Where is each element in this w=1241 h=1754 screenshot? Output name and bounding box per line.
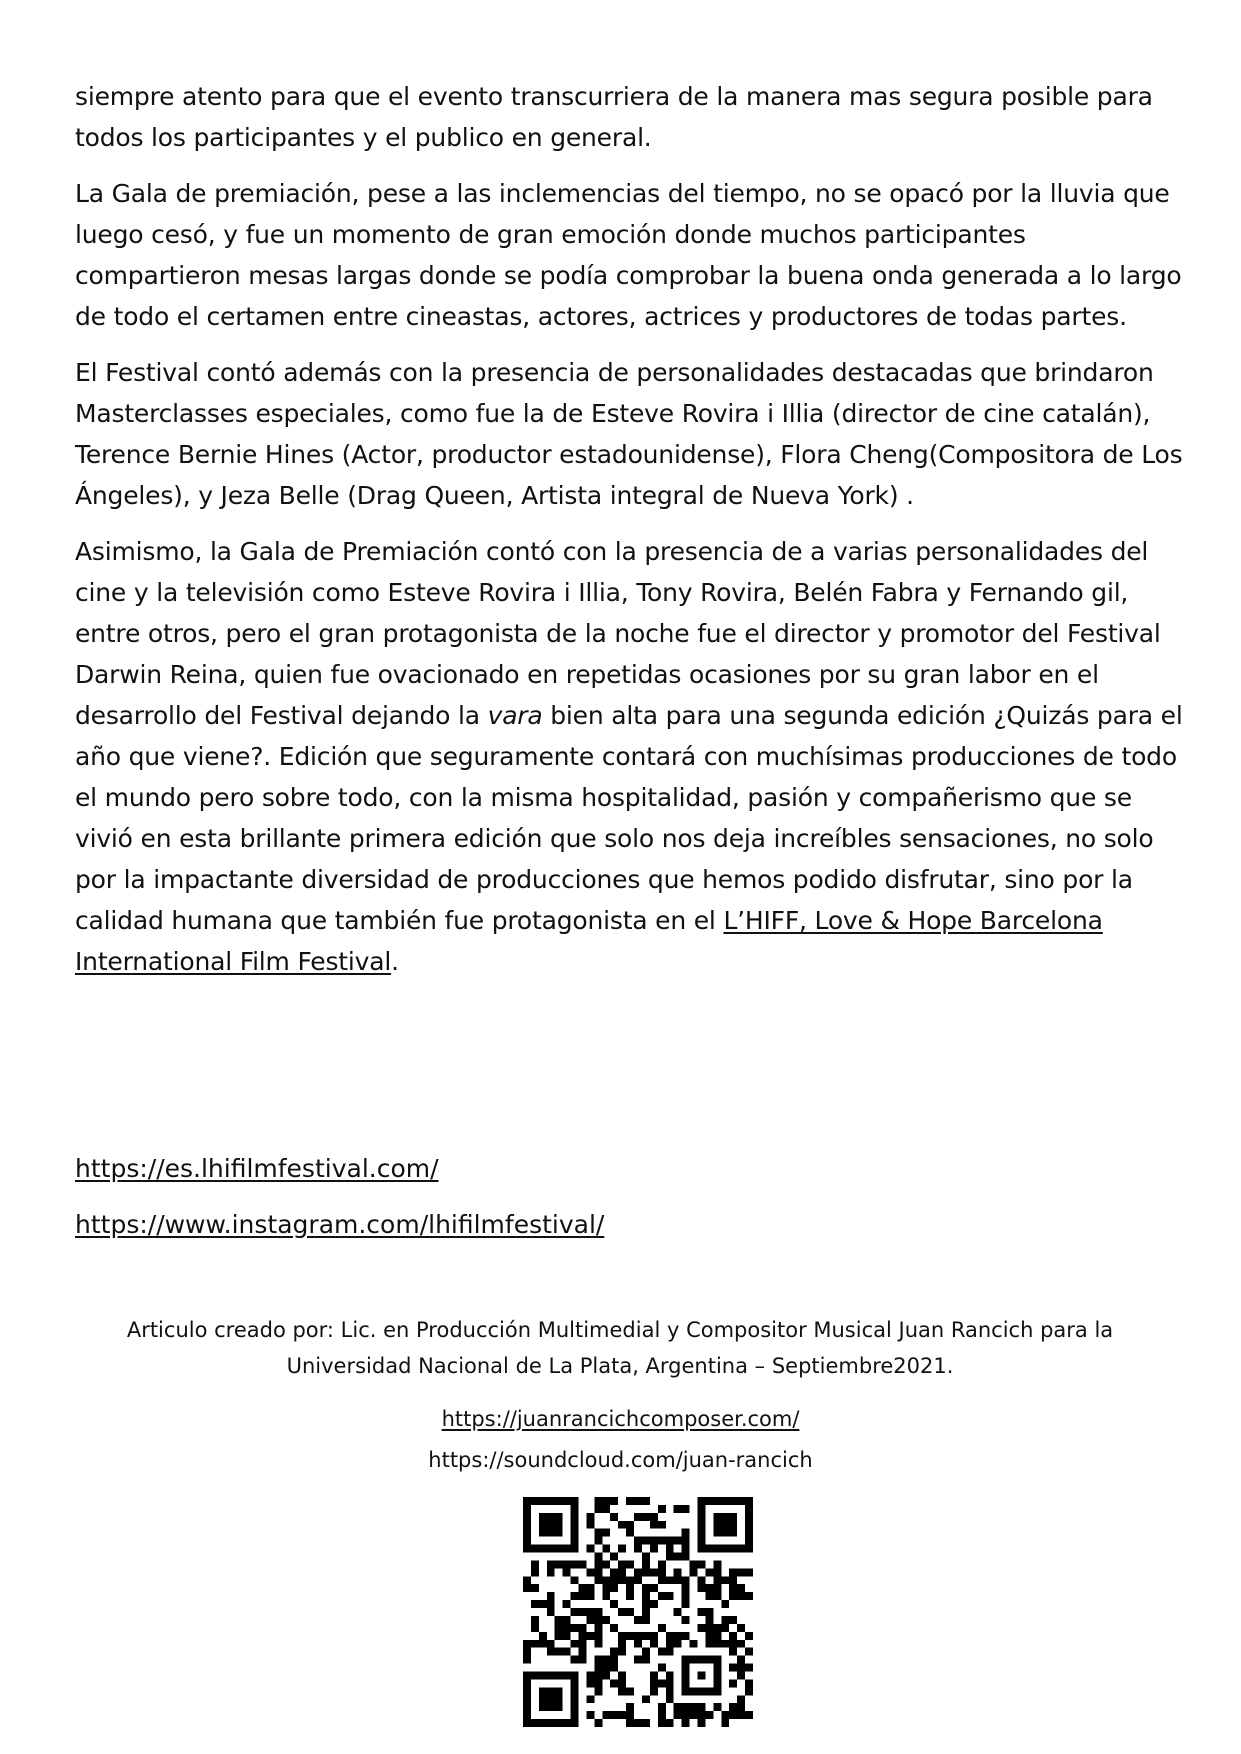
paragraph-4-part-1: Asimismo, la Gala de Premiación contó con la presencia de a varias personalidades del cine y la televisión como Esteve Rovira i Illia, Tony Rovira, Belén Fabra y Fernando gil, entre otros, pero el gran protagonista de la noche fue el director y promotor del Festival Darwin Reina, quien fue ovacionado en repetidas ocasiones por su gran labor en el desarrollo del Festival dejando la — [75, 537, 1161, 730]
paragraph-2: La Gala de premiación, pese a las inclemencias del tiempo, no se opacó por la lluvia que luego cesó, y fue un momento de gran emoción donde muchos participantes compartieron mesas largas donde se podía comprobar la buena onda generada a lo largo de todo el certamen entre cineastas, actores, actrices y productores de todas partes. — [75, 179, 1182, 331]
soundcloud-row — [0, 1449, 1241, 1473]
composer-website-row — [0, 1404, 1241, 1434]
festival-website-link[interactable]: https://es.lhifilmfestival.com/ — [75, 1154, 439, 1183]
paragraph-4-end: . — [391, 947, 399, 976]
author-credit — [60, 1312, 1180, 1384]
paragraph-3: El Festival contó además con la presencia de personalidades destacadas que brindaron Masterclasses especiales, como fue la de Esteve Rovira i Illia (director de cine catalán), Terence Bernie Hines (Actor, productor estadounidense), Flora Cheng(Compositora de Los Ángeles), y Jeza Belle (Drag Queen, Artista integral de Nueva York) . — [75, 358, 1183, 510]
composer-website-link[interactable]: https://juanrancichcomposer.com/ — [441, 1407, 800, 1431]
qr-code-icon — [523, 1497, 753, 1727]
paragraph-4 — [75, 531, 1185, 982]
credit-line-1: Articulo creado por: Lic. en Producción Multimedial y Compositor Musical Juan Rancich para la — [126, 1318, 1114, 1342]
paragraph-4-italic: vara — [487, 701, 543, 730]
festival-instagram-link[interactable]: https://www.instagram.com/lhifilmfestival/ — [75, 1210, 605, 1239]
festival-name-link[interactable]: L’HIFF, Love & Hope Barcelona International Film Festival — [75, 906, 1103, 976]
paragraph-4-part-2: bien alta para una segunda edición ¿Quizás para el año que viene?. Edición que seguramente contará con muchísimas producciones de todo el mundo pero sobre todo, con la misma hospitalidad, pasión y compañerismo que se vivió en esta brillante primera edición que solo nos deja increíbles sensaciones, no solo por la impactante diversidad de producciones que hemos podido disfrutar, sino por la calidad humana que también fue protagonista en el — [75, 701, 1183, 935]
paragraph-1: siempre atento para que el evento transcurriera de la manera mas segura posible para todos los participantes y el publico en general. — [75, 82, 1153, 152]
soundcloud-link[interactable]: https://soundcloud.com/juan-rancich — [428, 1449, 813, 1472]
credit-line-2: Universidad Nacional de La Plata, Argentina – Septiembre2021. — [286, 1354, 954, 1378]
festival-links — [75, 1148, 604, 1260]
article-body — [75, 76, 1185, 982]
